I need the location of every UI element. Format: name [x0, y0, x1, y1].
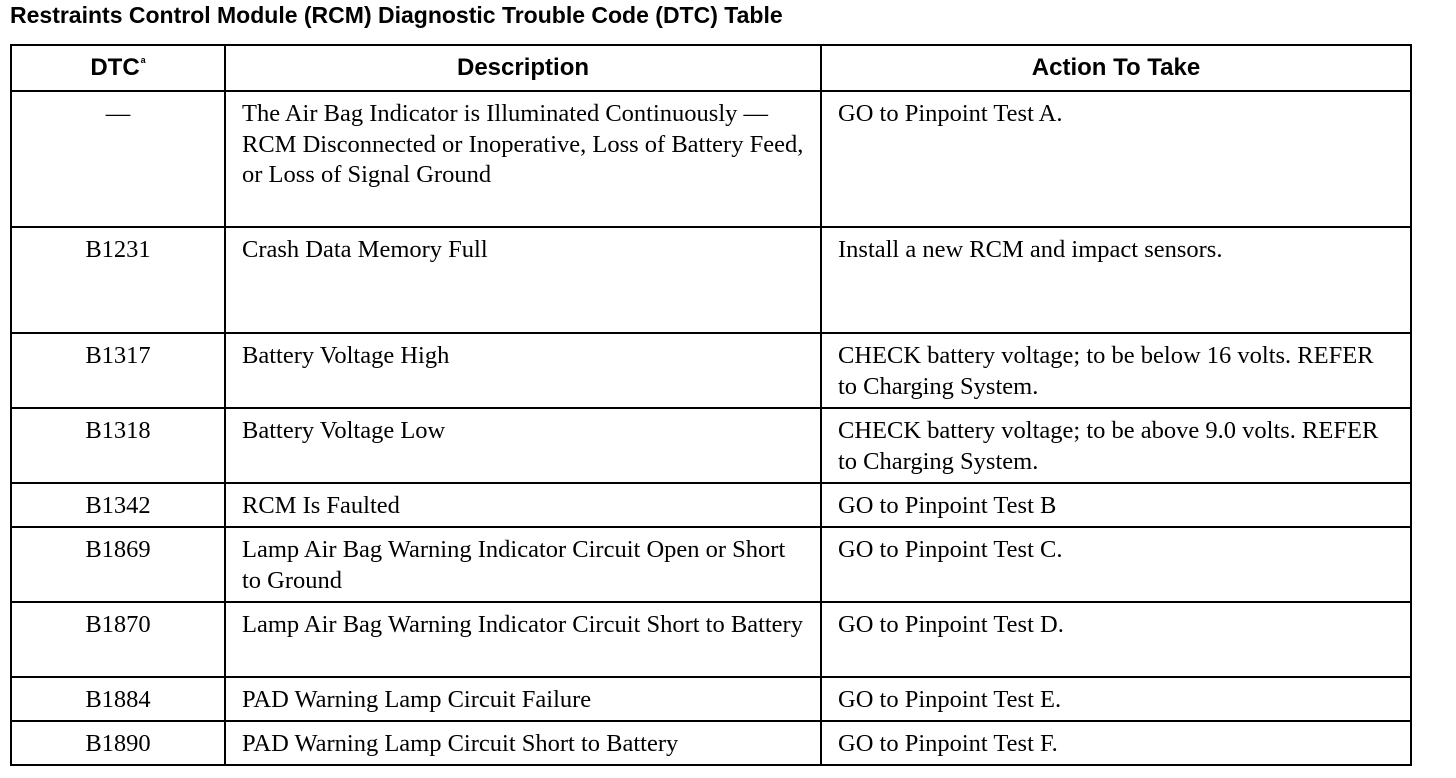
table-row: [11, 333, 1411, 408]
description-cell: Battery Voltage Low: [225, 408, 821, 483]
description-cell: Crash Data Memory Full: [225, 227, 821, 333]
header-row: [11, 45, 1411, 91]
table-row: [11, 91, 1411, 227]
action-cell: GO to Pinpoint Test E.: [821, 677, 1411, 721]
action-cell: GO to Pinpoint Test D.: [821, 602, 1411, 677]
description-cell: The Air Bag Indicator is Illuminated Continuously — RCM Disconnected or Inoperative, Loss of Battery Feed, or Loss of Signal Ground: [225, 91, 821, 227]
table-row: [11, 408, 1411, 483]
header-action: Action To Take: [821, 45, 1411, 91]
table-row: [11, 677, 1411, 721]
table-header: [11, 45, 1411, 91]
action-cell: GO to Pinpoint Test F.: [821, 721, 1411, 765]
table-body: [11, 91, 1411, 765]
description-cell: Battery Voltage High: [225, 333, 821, 408]
dtc-code-cell: B1318: [11, 408, 225, 483]
header-description: Description: [225, 45, 821, 91]
description-cell: PAD Warning Lamp Circuit Short to Battery: [225, 721, 821, 765]
action-cell: GO to Pinpoint Test B: [821, 483, 1411, 527]
dtc-code-cell: —: [11, 91, 225, 227]
header-dtc-label: DTC: [90, 54, 140, 81]
action-cell: GO to Pinpoint Test C.: [821, 527, 1411, 602]
header-dtc: [11, 45, 225, 91]
table-row: [11, 602, 1411, 677]
dtc-code-cell: B1884: [11, 677, 225, 721]
dtc-code-cell: B1869: [11, 527, 225, 602]
table-row: [11, 227, 1411, 333]
dtc-code-cell: B1890: [11, 721, 225, 765]
description-cell: PAD Warning Lamp Circuit Failure: [225, 677, 821, 721]
description-cell: RCM Is Faulted: [225, 483, 821, 527]
footnote-marker: a: [140, 55, 146, 65]
action-cell: GO to Pinpoint Test A.: [821, 91, 1411, 227]
description-cell: Lamp Air Bag Warning Indicator Circuit Short to Battery: [225, 602, 821, 677]
action-cell: CHECK battery voltage; to be below 16 volts. REFER to Charging System.: [821, 333, 1411, 408]
dtc-code-cell: B1231: [11, 227, 225, 333]
table-row: [11, 527, 1411, 602]
table-row: [11, 721, 1411, 765]
action-cell: CHECK battery voltage; to be above 9.0 volts. REFER to Charging System.: [821, 408, 1411, 483]
page-title: Restraints Control Module (RCM) Diagnostic Trouble Code (DTC) Table: [10, 2, 783, 28]
action-cell: Install a new RCM and impact sensors.: [821, 227, 1411, 333]
dtc-code-cell: B1342: [11, 483, 225, 527]
dtc-code-cell: B1317: [11, 333, 225, 408]
table-row: [11, 483, 1411, 527]
description-cell: Lamp Air Bag Warning Indicator Circuit Open or Short to Ground: [225, 527, 821, 602]
dtc-code-cell: B1870: [11, 602, 225, 677]
dtc-table: [10, 44, 1412, 766]
